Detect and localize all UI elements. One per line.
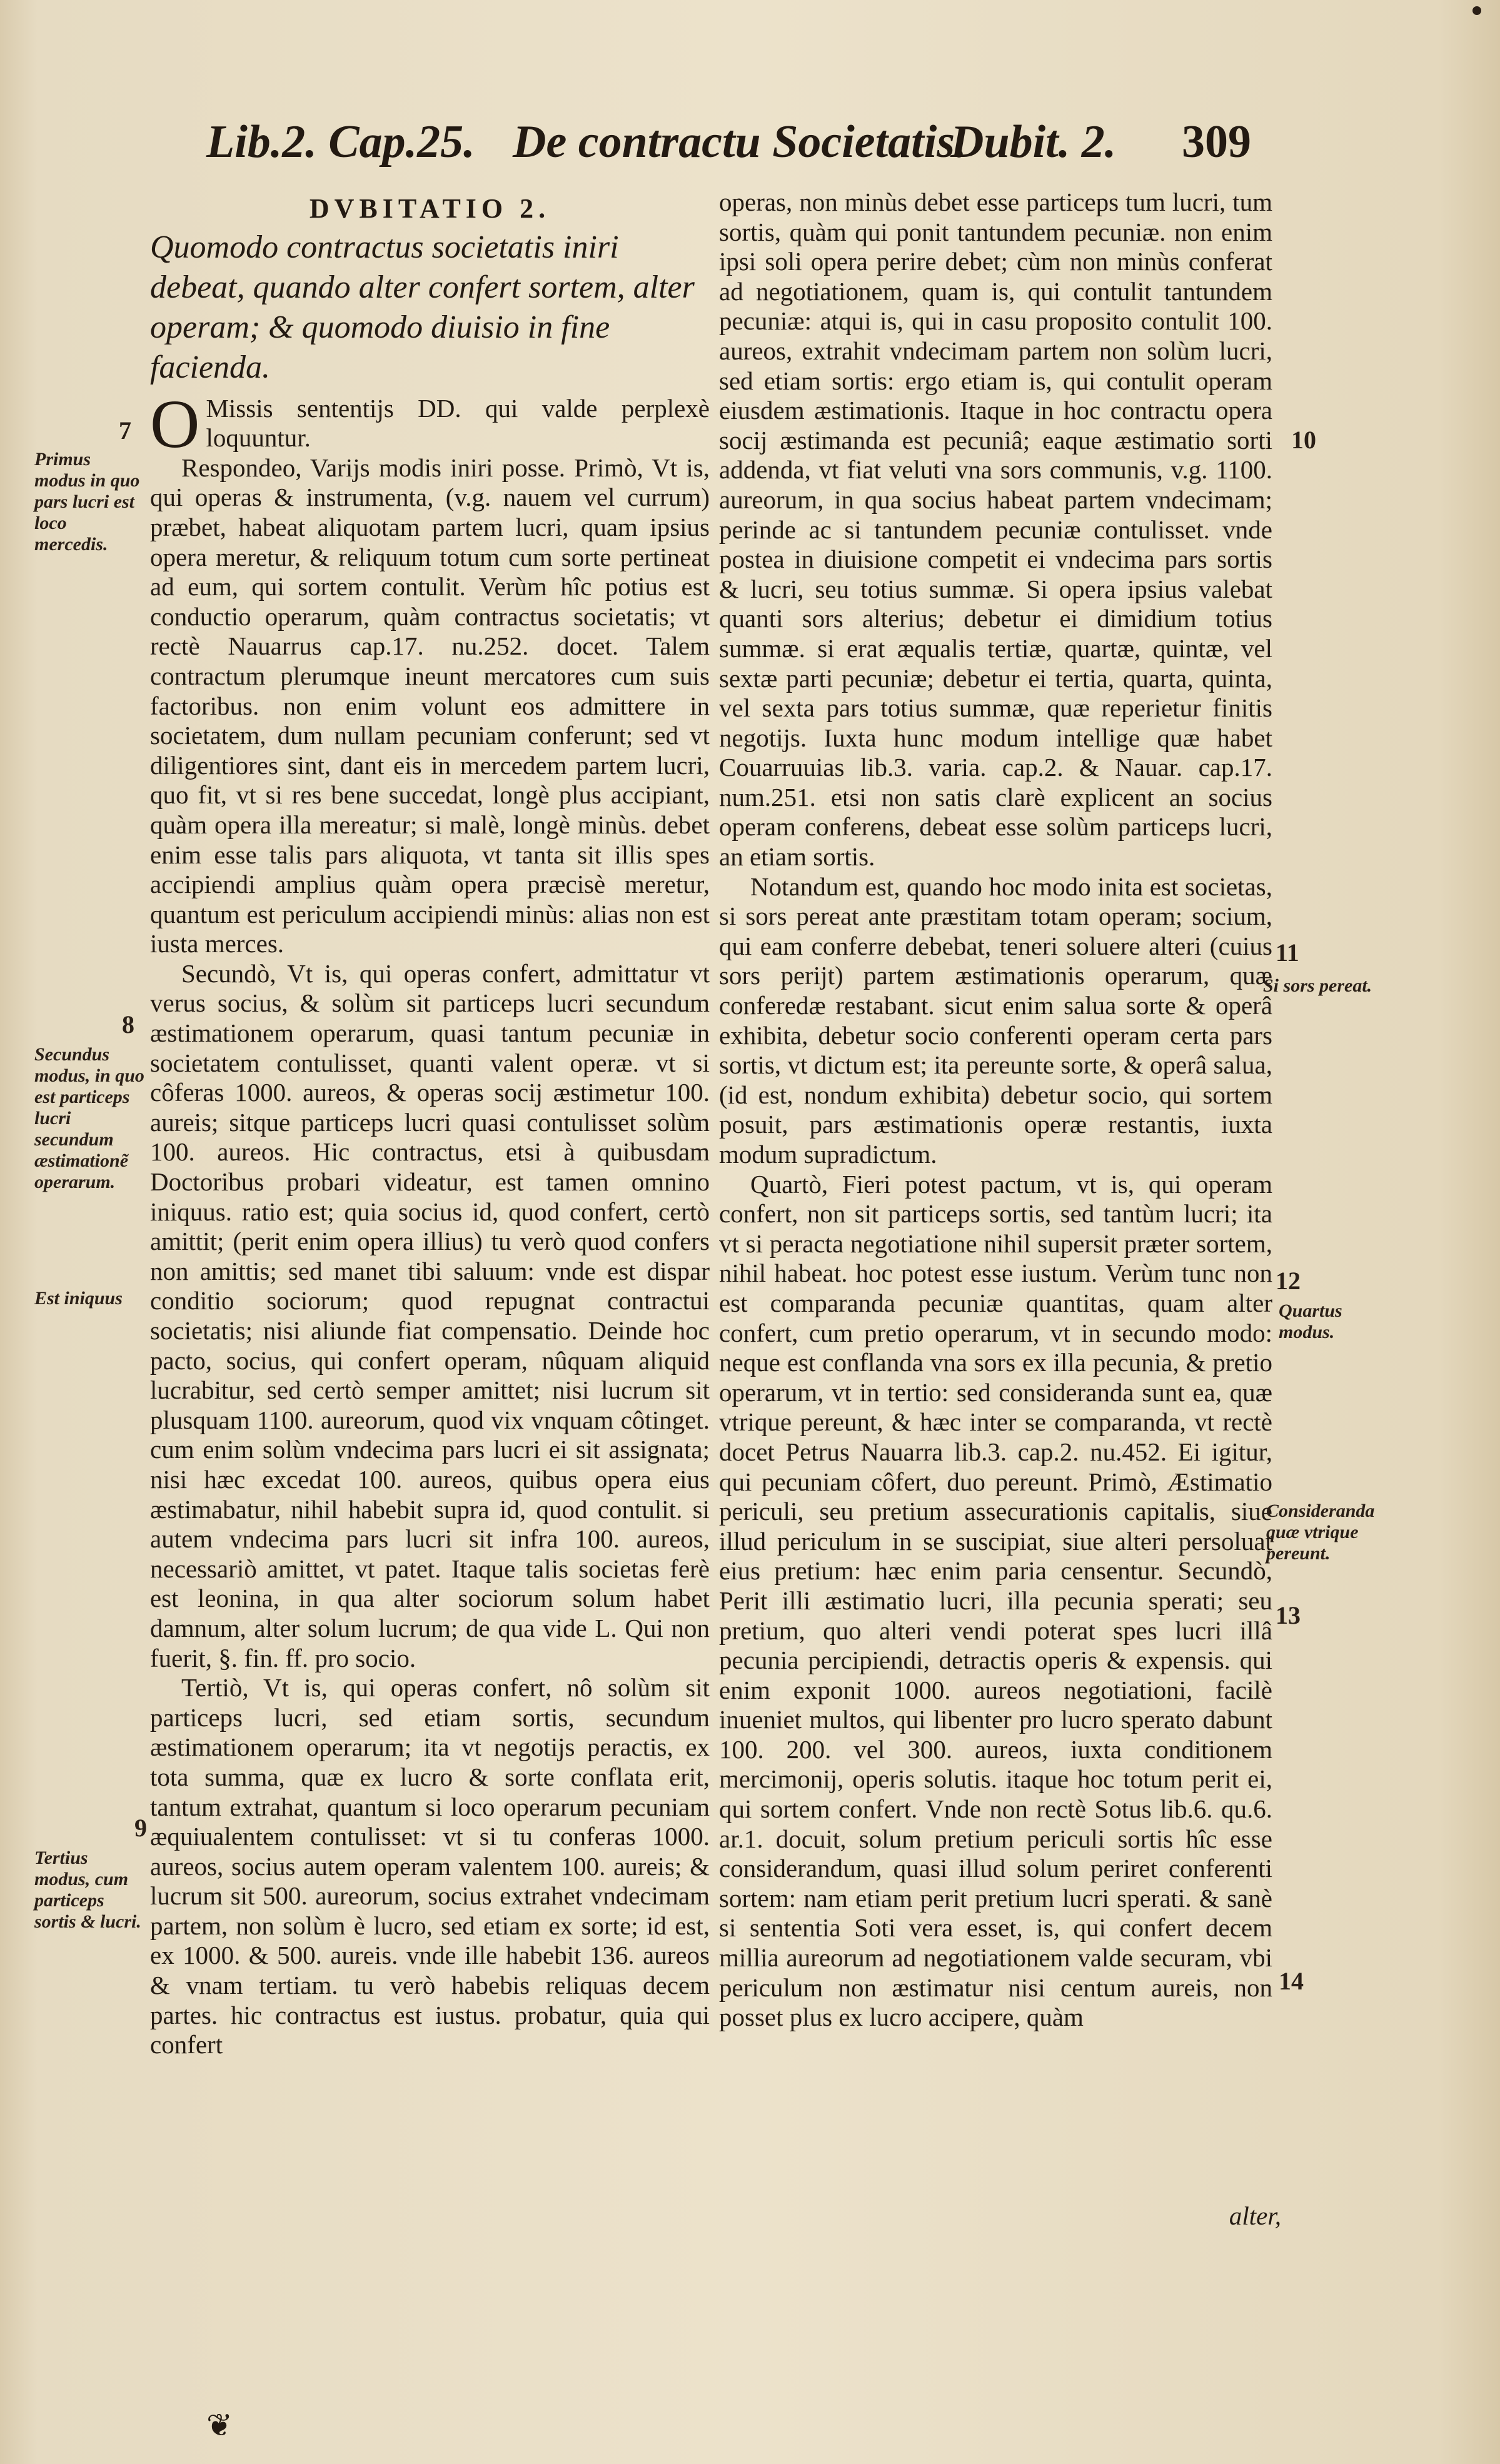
margin-number-10: 10 bbox=[1291, 426, 1316, 454]
paragraph-8: Secundò, Vt is, qui operas confert, admittatur vt verus socius, & solùm sit particeps lucri secundum æstimationem operarum, quasi tantum pecuniæ in societatem contulisset, quanti valent operæ. vt si côferas 1000. aureos, & operas socij æstimetur 100. aureis; sitque particeps lucri quasi contulisset solùm 100. aureos. Hic contractus, etsi à quibusdam Doctoribus probari videatur, est tamen omnino iniquus. ratio est; quia socius id, quod confert, certò amittit; (perit enim opera illius) tu verò quod confers non amittis; sed manet tibi saluum: vnde est dispar conditio sociorum; quod repugnat contractui societatis; nisi aliunde fiat compensatio. Deinde hoc pacto, socius, qui confert operam, nûquam aliquid lucrabitur, sed certò semper amittet; nisi lucrum sit plusquam 1100. aureorum, quod vix vnquam côtinget. cum enim solùm vndecima pars lucri ei sit assignata; nisi hæc excedat 100. aureos, quibus opera eius æstimabatur, nihil habebit supra id, quod contulit. si autem vndecima pars lucri sit infra 100. aureos, necessariò amittet, vt patet. Itaque talis societas ferè est leonina, in qua alter sociorum solum habet damnum, alter solum lucrum; de qua vide L. Qui non fuerit, §. fin. ff. pro socio. bbox=[150, 958, 710, 1672]
margin-number-11: 11 bbox=[1276, 938, 1299, 967]
page-number: 309 bbox=[1182, 116, 1251, 168]
margin-note-8: Secundus modus, in quo est particeps lucri secundum æstimationẽ operarum. bbox=[34, 1044, 144, 1192]
margin-number-13: 13 bbox=[1276, 1601, 1301, 1629]
book-chapter: Lib.2. Cap.25. bbox=[206, 116, 475, 168]
paragraph-7b: Respondeo, Varijs modis iniri posse. Primò, Vt is, qui operas & instrumenta, (v.g. nauem vel currum) præbet, habeat aliquotam partem lucri, quam ipsius opera meretur, & reliquum totum cum sorte pertineat ad eum, qui sortem contulit. Verùm hîc potius est conductio operarum, quàm contractus societatis; vt rectè Nauarrus cap.17. nu.252. docet. Talem contractum plerumque ineunt mercatores cum suis factoribus. non enim volunt eos admittere in societatem, dum nullam pecuniam conferunt; sed vt diligentiores sint, dant eis in mercedem partem lucri, quo fit, vt si res bene succedat, longè plus accipiant, quàm opera illa mereatur; si malè, longè minùs. debet enim esse talis pars aliquota, vt tanta sit illis spes accipiendi amplius quàm opera præcisè meretur, quantum est periculum accipiendi minùs: alias non est iusta merces. bbox=[150, 453, 710, 958]
header-dubit: Dubit. 2. bbox=[950, 116, 1117, 168]
margin-note-12b: Consideranda quæ vtrique pereunt. bbox=[1266, 1501, 1375, 1564]
paragraph-7 bbox=[150, 385, 710, 462]
header-title: De contractu Societatis. bbox=[513, 116, 967, 168]
ink-dot bbox=[1472, 6, 1481, 15]
question-heading: Quomodo contractus societatis iniri debeat, quando alter confert sortem, alter operam; & quomodo diuisio in fine facienda. bbox=[150, 229, 695, 385]
margin-number-7: 7 bbox=[119, 416, 131, 445]
margin-number-8: 8 bbox=[122, 1010, 134, 1038]
margin-note-9: Tertius modus, cum particeps sortis & lucri. bbox=[34, 1848, 141, 1932]
drop-cap: O bbox=[150, 385, 200, 462]
catchword: alter, bbox=[1229, 2201, 1281, 2230]
paragraph-9: Tertiò, Vt is, qui operas confert, nô solùm sit particeps lucri, sed etiam sortis, secundum æstimationem operarum; ita vt negotijs peractis, ex tota summa, quæ ex lucro & sorte conflata erit, tantum extrahat, quantum si loco operarum pecuniam æquiualentem contulisset: vt si tu conferas 1000. aureos, socius autem operam valentem 100. aureis; & lucrum sit 500. aureorum, socius extrahet vndecimam partem, non solùm è lucro, sed etiam ex sorte; id est, ex 1000. & 500. aureis. vnde ille habebit 136. aureos & vnam tertiam. tu verò habebis reliquas decem partes. hic contractus est iustus. probatur, quia qui confert bbox=[150, 1673, 710, 2059]
right-column bbox=[719, 188, 1272, 2033]
margin-note-12: Quartus modus. bbox=[1279, 1300, 1342, 1342]
paragraph-continued: operas, non minùs debet esse particeps tum lucri, tum sortis, quàm qui ponit tantundem pecuniæ. non enim ipsi soli opera perire debet; cùm non minùs conferat ad negotiationem, quam is, qui contulit tantundem pecuniæ: atqui is, qui in casu proposito contulit 100. aureos, extrahit vndecimam partem non solùm lucri, sed etiam sortis: ergo etiam is, qui contulit operam eiusdem æstimationis. Itaque in hoc contractu opera socij æstimanda est pecuniâ; eaque æstimatio sorti addenda, vt fiat veluti vna sors communis, v.g. 1100. aureorum, in qua socius habeat partem vndecimam; perinde ac si tantundem pecuniæ contulisset. vnde postea in diuisione competit ei vndecima pars sortis & lucri, seu totius summæ. Si opera ipsius valebat quanti sors alterius; debetur ei dimidium totius summæ. si erat æqualis tertiæ, quartæ, quintæ, vel sextæ parti pecuniæ; debetur ei tertia, quarta, quinta, vel sexta pars totius summæ, quæ reperietur finitis negotijs. Iuxta hunc modum intellige quæ habet Couarruuias lib.3. varia. cap.2. & Nauar. cap.17. num.251. etsi non satis clarè explicent an socius operam conferens, debeat esse solùm particeps lucri, an etiam sortis. bbox=[719, 188, 1272, 872]
left-column bbox=[150, 194, 710, 2060]
margin-number-14: 14 bbox=[1279, 1967, 1304, 1995]
paragraph-11: Notandum est, quando hoc modo inita est societas, si sors pereat ante præstitam totam operam; socium, qui eam conferre debebat, teneri soluere alteri (cuius sors perijt) partem æstimationis operarum, quæ conferedæ restabant. sicut enim salua sorte & operâ exhibita, debetur socio conferenti operam certa pars sortis, vt dictum est; ita pereunte sorte, & operâ salua, (id est, nondum exhibita) debetur socio, qui sortem posuit, pars æstimationis operæ restantis, iuxta modum supradictum. bbox=[719, 872, 1272, 1169]
margin-note-11: Si sors pereat. bbox=[1263, 975, 1372, 996]
paragraph-12: Quartò, Fieri potest pactum, vt is, qui operam confert, non sit particeps sortis, sed tantùm lucri; ita vt si peracta negotiatione nihil supersit præter sortem, nihil habeat. hoc potest esse iustum. Verùm tunc non est comparanda pecuniæ quantitas, quam alter confert, cum pretio operarum, vt in secundo modo: neque est conflanda vna sors ex illa pecunia, & pretio operarum, vt in tertio: sed consideranda sunt ea, quæ vtrique pereunt, & hæc inter se comparanda, vt rectè docet Petrus Nauarra lib.3. cap.2. nu.452. Ei igitur, qui pecuniam côfert, duo pereunt. Primò, Æstimatio periculi, seu pretium assecurationis capitalis, siue illud periculum in se suscipiat, siue alteri persoluat eius pretium: hæc enim paria censentur. Secundò, Perit illi æstimatio lucri, illa pecunia sperati; seu pretium, quo alteri vendi poterat spes lucri illâ pecunia percipiendi, detractis operis & expensis. qui enim exponit 1000. aureos negotiationi, facilè inueniet multos, qui libenter pro lucro sperato dabunt 100. 200. vel 300. aureos, iuxta conditionem mercimonij, operis solutis. itaque hoc totum perit ei, qui sortem confert. Vnde non rectè Sotus lib.6. qu.6. ar.1. docuit, solum pretium periculi sortis hîc esse considerandum, quasi illud solum periret conferenti sortem: nam etiam perit pretium lucri sperati. & sanè si sententia Soti vera esset, is, qui confert decem millia aureorum ad negotiationem valde securam, vbi periculum non æstimatur nisi centum aureis, non posset plus ex lucro accipere, quàm bbox=[719, 1169, 1272, 2032]
running-header bbox=[206, 116, 1282, 184]
margin-note-8b: Est iniquus bbox=[34, 1288, 123, 1309]
printer-ornament: ❦ bbox=[206, 2408, 233, 2443]
margin-note-7: Primus modus in quo pars lucri est loco mercedis. bbox=[34, 449, 140, 555]
margin-number-9: 9 bbox=[134, 1814, 147, 1842]
paragraph-7-text: Missis sententijs DD. qui valde perplexè loquuntur. bbox=[206, 393, 710, 453]
dubitatio-heading: DVBITATIO 2. bbox=[309, 193, 551, 224]
margin-number-12: 12 bbox=[1276, 1267, 1301, 1295]
